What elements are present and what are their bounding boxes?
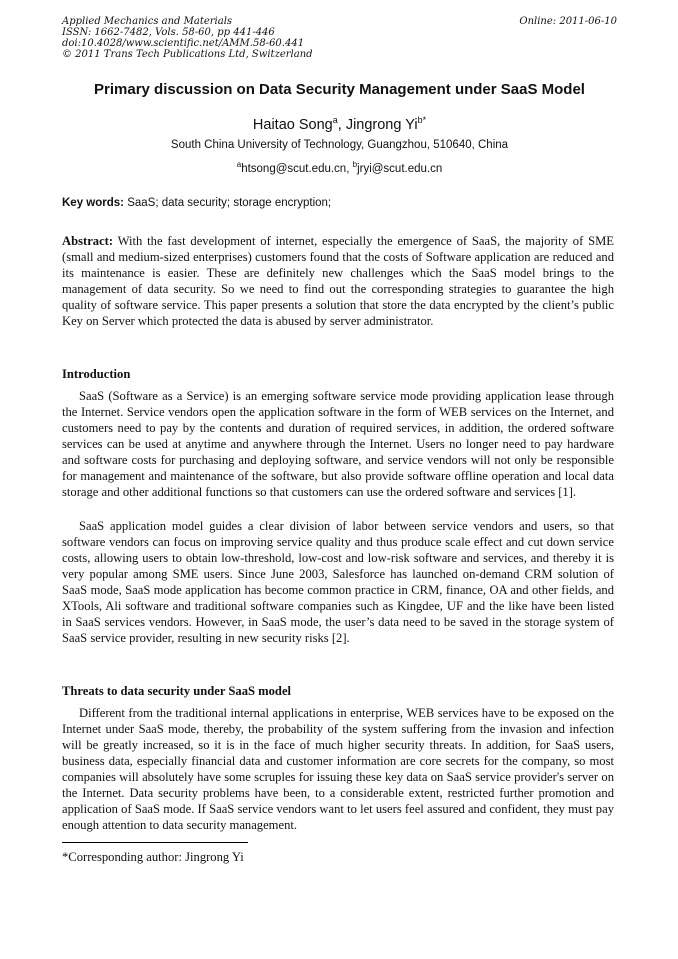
email-link[interactable]: jryi@scut.edu.cn bbox=[357, 162, 443, 175]
paragraph: SaaS application model guides a clear division of labor between service vendors and users, so that software vendors can focus on improving service quality and thus produce scale effect and cut down service costs, allowing users to obtain low-threshold, low-cost and low-risk software and services, and thereby it is very popular among SME users. Since June 2003, Salesforce has launched on-demand CRM solution of SaaS mode, SaaS mode application has become common practice in CRM, finance, OA and other fields, and XTools, Ali software and traditional software companies such as Kingdee, UF and the like have been listed in SaaS services vendors. However, in SaaS mode, the user’s data need to be saved in the storage system of SaaS service provider, resulting in new security risks [2]. bbox=[62, 519, 614, 645]
abstract-text: With the fast development of internet, especially the emergence of SaaS, the majority of SME (small and medium-sized enterprises) customers found that the costs of Software application are reduced and its maintenance is easier. These are definitely new challenges which the SaaS model brings to the management of data security. So we need to find out the corresponding strategies to guarantee the high quality of software service. This paper presents a solution that store the data encrypted by the client’s public Key on Server which protected the data is abused by server administrator. bbox=[62, 234, 614, 328]
keywords-label: Key words: bbox=[62, 197, 124, 209]
author-affil-mark: b* bbox=[417, 115, 427, 125]
author-affil-mark: a bbox=[332, 115, 338, 125]
email-mark: a bbox=[236, 160, 242, 169]
abstract-label: Abstract: bbox=[62, 234, 114, 248]
section-heading: Threats to data security under SaaS model bbox=[62, 684, 292, 698]
journal-header bbox=[62, 16, 617, 60]
author-name: Haitao Song bbox=[252, 116, 333, 133]
paragraph: SaaS (Software as a Service) is an emerging software service mode providing application lease through the Internet. Service vendors open the application software in the form of WEB services on the Internet, and customers need to pay by the contents and duration of required services, in addition, the ordered software services can be used at anytime and anywhere through the Internet. Users no longer need to pay hardware and software costs for purchasing and deploying software, and service vendors will not only be responsible for management and maintenance of the software, but also provide software offline operation and local data storage and other additional functions so that customers can use the ordered software and services [1]. bbox=[62, 389, 614, 499]
email-separator: , bbox=[346, 162, 353, 175]
author-emails bbox=[62, 160, 617, 175]
email-mark: b bbox=[352, 160, 358, 169]
footnote-divider bbox=[62, 842, 248, 843]
keywords bbox=[62, 197, 617, 209]
paper-title: Primary discussion on Data Security Management under SaaS Model bbox=[94, 81, 585, 98]
footnote: *Corresponding author: Jingrong Yi bbox=[62, 850, 244, 864]
keywords-text: SaaS; data security; storage encryption; bbox=[127, 197, 332, 209]
affiliation: South China University of Technology, Guangzhou, 510640, China bbox=[170, 139, 509, 151]
email-link[interactable]: htsong@scut.edu.cn bbox=[241, 162, 347, 175]
online-date: Online: 2011-06-10 bbox=[519, 16, 617, 27]
author-line bbox=[62, 115, 617, 133]
copyright-line: © 2011 Trans Tech Publications Ltd, Switzerland bbox=[62, 49, 313, 60]
doi-line: doi:10.4028/www.scientific.net/AMM.58-60.441 bbox=[62, 38, 305, 49]
author-separator: , bbox=[337, 116, 346, 133]
section-heading: Introduction bbox=[62, 367, 131, 381]
author-name: Jingrong Yi bbox=[345, 116, 418, 133]
abstract bbox=[62, 233, 614, 329]
issn-line: ISSN: 1662-7482, Vols. 58-60, pp 441-446 bbox=[62, 27, 275, 38]
paragraph: Different from the traditional internal applications in enterprise, WEB services have to be exposed on the Internet under SaaS mode, thereby, the probability of the system suffering from the invasion and infection will be greatly increased, so it is in the face of much higher security threats. In addition, for SaaS users, business data, especially financial data and customer information are core secrets for the company, so most companies will absolutely have some scruples for issuing these key data on SaaS service provider's server on the Internet. Data security problems have been, to a considerable extent, restricted further promotion and application of SaaS mode. If SaaS service vendors want to let users feel assured and confident, they must pay enough attention to data security management. bbox=[62, 706, 614, 832]
journal-name: Applied Mechanics and Materials bbox=[62, 16, 233, 27]
